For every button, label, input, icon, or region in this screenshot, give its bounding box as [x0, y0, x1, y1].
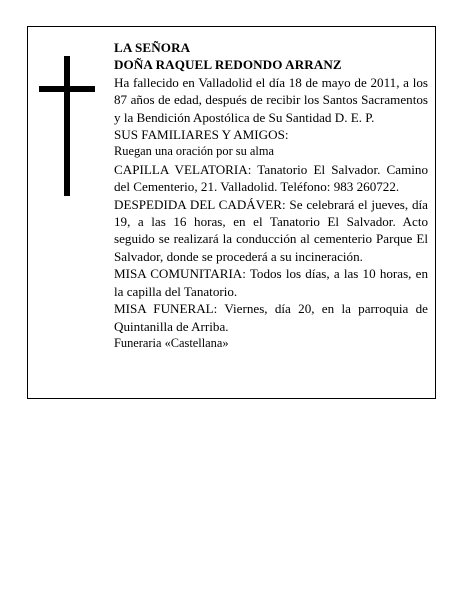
death-announcement: Ha fallecido en Valladolid el día 18 de mayo de 2011, a los 87 años de edad, después de recibir los Santos Sacramentos y la Bendición Apostólica de Su Santidad D. E. P.	[114, 74, 428, 125]
prayer-request: Ruegan una oración por su alma	[114, 144, 274, 159]
farewell-info: DESPEDIDA DEL CADÁVER: Se celebrará el jueves, día 19, a las 16 horas, en el Tanatorio El Salvador. Acto seguido se realizará la conducción al cementerio Parque El Salvador, donde se procederá a su incineración.	[114, 196, 428, 264]
cross-horizontal-bar	[39, 86, 95, 92]
family-heading: SUS FAMILIARES Y AMIGOS:	[114, 127, 289, 143]
community-mass-info: MISA COMUNITARIA: Todos los días, a las 10 horas, en la capilla del Tanatorio.	[114, 266, 428, 299]
obituary-text	[114, 39, 428, 352]
notice-title: LA SEÑORA	[114, 40, 191, 55]
funeral-mass-info: MISA FUNERAL: Viernes, día 20, en la parroquia de Quintanilla de Arriba.	[114, 301, 428, 334]
chapel-info: CAPILLA VELATORIA: Tanatorio El Salvador. Camino del Cementerio, 21. Valladolid. Teléfono: 983 260722.	[114, 161, 428, 195]
funeral-home: Funeraria «Castellana»	[114, 335, 229, 350]
deceased-name: DOÑA RAQUEL REDONDO ARRANZ	[114, 57, 342, 73]
cross-vertical-bar	[64, 56, 70, 196]
cross-icon	[39, 56, 95, 196]
